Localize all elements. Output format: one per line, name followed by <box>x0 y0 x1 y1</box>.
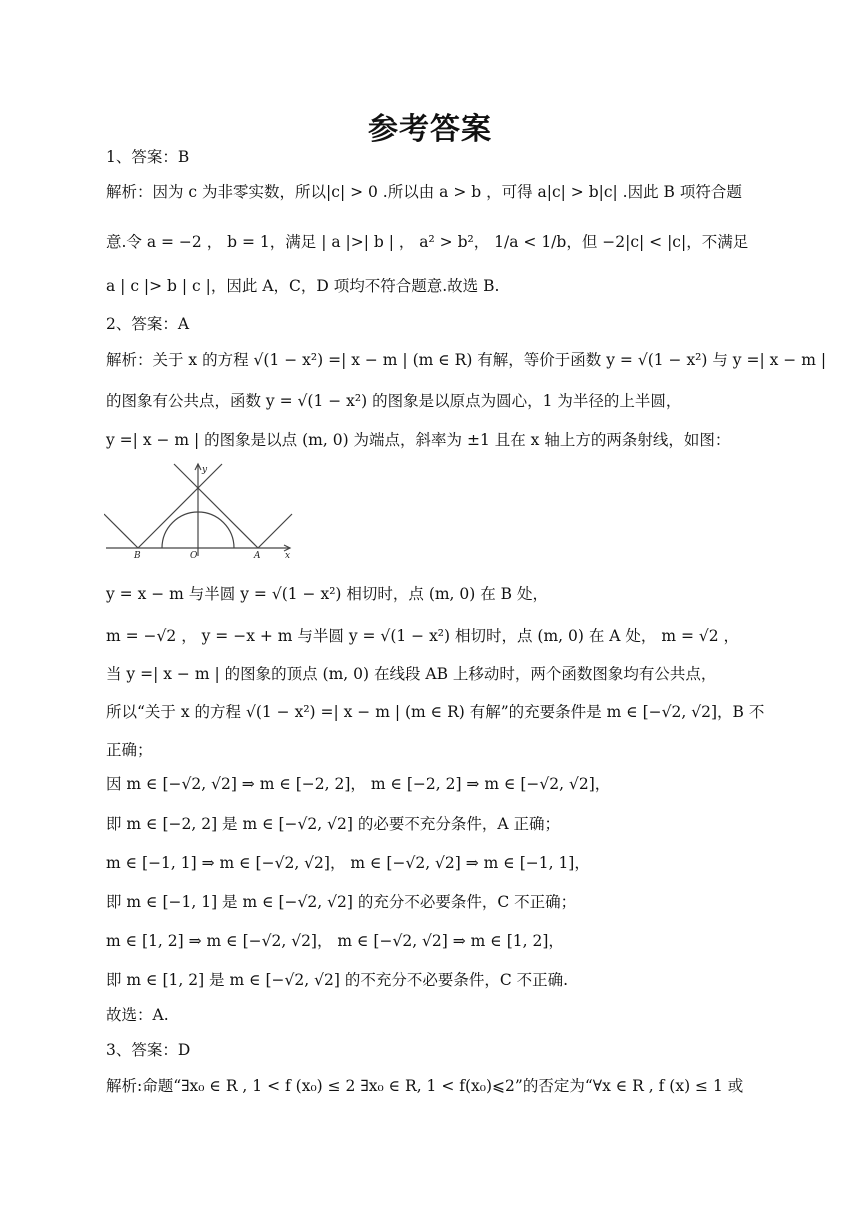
text-line: 解析:命题“∃x₀ ∈ R , 1 < f (x₀) ≤ 2 ∃x₀ ∈ R, 1 < f(x₀)⩽2”的否定为“∀x ∈ R , f (x) ≤ 1 或 <box>106 1077 744 1095</box>
answer-2-heading: 2、答案：A <box>106 315 190 333</box>
text-line: 故选：A. <box>106 1006 169 1024</box>
y-axis-label: y <box>202 465 208 475</box>
point-b-label: B <box>134 551 141 560</box>
text-line: 当 y =| x − m | 的图象的顶点 (m, 0) 在线段 AB 上移动时，两个函数图象均有公共点， <box>106 665 717 683</box>
text-line: 即 m ∈ [−2, 2] 是 m ∈ [−√2, √2] 的必要不充分条件，A 正确； <box>106 815 560 833</box>
semicircle-graph-figure <box>104 460 294 560</box>
x-axis-label: x <box>285 551 291 560</box>
text-line: 解析：关于 x 的方程 √(1 − x²) =| x − m | (m ∈ R) 有解，等价于函数 y = √(1 − x²) 与 y =| x − m | <box>106 351 827 369</box>
text-line: 的图象有公共点，函数 y = √(1 − x²) 的图象是以原点为圆心，1 为半径的上半圆， <box>106 392 682 410</box>
ray-b-left <box>104 514 138 548</box>
ray-a-left <box>174 464 258 548</box>
origin-label: O <box>190 551 198 560</box>
text-line: m ∈ [−1, 1] ⇒ m ∈ [−√2, √2]， m ∈ [−√2, √2] ⇒ m ∈ [−1, 1]， <box>106 854 590 872</box>
text-line: y = x − m 与半圆 y = √(1 − x²) 相切时，点 (m, 0) 在 B 处， <box>106 585 548 603</box>
text-line: m ∈ [1, 2] ⇒ m ∈ [−√2, √2]， m ∈ [−√2, √2] ⇒ m ∈ [1, 2]， <box>106 932 564 950</box>
text-line: 即 m ∈ [−1, 1] 是 m ∈ [−√2, √2] 的充分不必要条件，C 不正确； <box>106 893 577 911</box>
text-line: m = −√2 ， y = −x + m 与半圆 y = √(1 − x²) 相切时，点 (m, 0) 在 A 处， m = √2 ， <box>106 627 740 645</box>
page-title: 参考答案 <box>368 112 492 147</box>
answer-1-heading: 1、答案：B <box>106 148 190 166</box>
text-line: 意.令 a = −2 ， b = 1，满足 | a |>| b | ， a² > b²， 1/a < 1/b，但 −2|c| < |c|，不满足 <box>106 233 749 251</box>
text-line: 因 m ∈ [−√2, √2] ⇒ m ∈ [−2, 2]， m ∈ [−2, 2] ⇒ m ∈ [−√2, √2]， <box>106 775 611 793</box>
text-line: 所以“关于 x 的方程 √(1 − x²) =| x − m | (m ∈ R) 有解”的充要条件是 m ∈ [−√2, √2]，B 不 <box>106 703 765 721</box>
text-line: 解析：因为 c 为非零实数，所以|c| > 0 .所以由 a > b ，可得 a|c| > b|c| .因此 B 项符合题 <box>106 183 742 201</box>
point-a-label: A <box>254 551 261 560</box>
ray-b-right <box>138 464 222 548</box>
text-line: 即 m ∈ [1, 2] 是 m ∈ [−√2, √2] 的不充分不必要条件，C 不正确. <box>106 971 569 989</box>
text-line: 正确； <box>106 741 153 759</box>
text-line: y =| x − m | 的图象是以点 (m, 0) 为端点，斜率为 ±1 且在 x 轴上方的两条射线，如图： <box>106 431 731 449</box>
answer-3-heading: 3、答案：D <box>106 1041 191 1059</box>
ray-a-right <box>258 514 292 548</box>
text-line: a | c |> b | c |，因此 A，C，D 项均不符合题意.故选 B. <box>106 277 500 295</box>
